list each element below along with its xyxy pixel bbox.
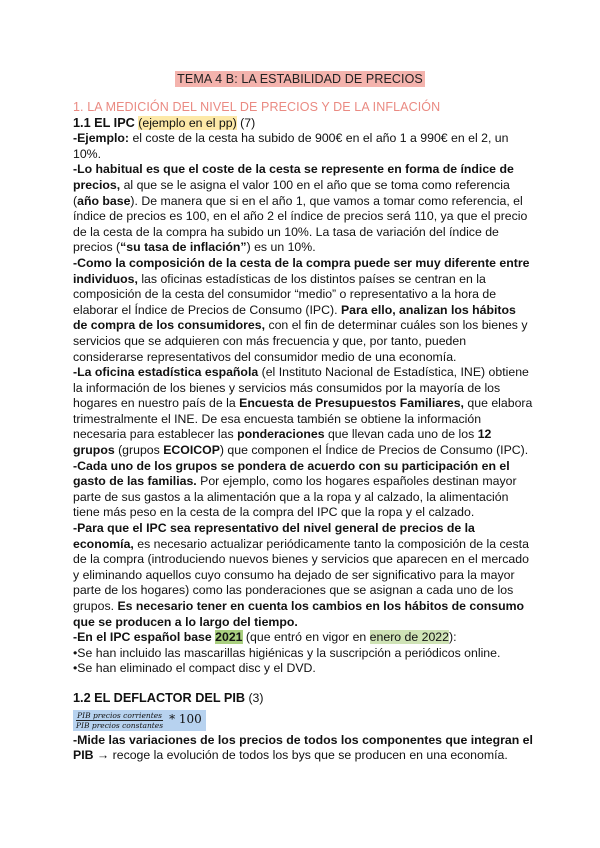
- bullet-item: •Se han incluido las mascarillas higiénicas y la suscripción a periódicos online.: [73, 645, 501, 660]
- paragraph-base-2021: [73, 630, 533, 646]
- paragraph-deflactor: [73, 733, 533, 764]
- paragraph-text: ):: [449, 630, 457, 645]
- bold-text: Encuesta de Presupuestos Familiares,: [239, 396, 464, 411]
- paragraph-text: las oficinas estadísticas de los distintos países se centran en la composición de la cesta del consumidor “medio” o representativo a la hora de elaborar el Índice de Precios de Consumo (IPC).: [73, 271, 497, 317]
- note-highlight: (ejemplo en el pp): [138, 115, 237, 130]
- subsection-ipc-heading: [73, 116, 533, 132]
- bold-text: “su tasa de inflación”: [120, 240, 247, 255]
- item-count: (7): [240, 115, 256, 130]
- paragraph-text: (que entró en vigor en: [242, 630, 370, 645]
- bold-text: -La oficina estadística española: [73, 365, 259, 380]
- paragraph-composicion: [73, 256, 533, 365]
- paragraph-representativo: [73, 521, 533, 630]
- paragraph-grupos: [73, 459, 533, 521]
- date-highlight: enero de 2022: [369, 630, 449, 645]
- paragraph-text: con el fin de determinar cuáles son los bienes y servicios que se adquieren con más frecuencia y que, por tanto, pueden considerarse representativos del consumidor medio de una economía.: [73, 318, 528, 364]
- year-highlight: 2021: [215, 630, 243, 645]
- paragraph-oficina: [73, 365, 533, 459]
- bold-text: ECOICOP: [163, 443, 220, 458]
- paragraph-text: el coste de la cesta ha subido de 900€ en el año 1 a 990€ en el 2, un 10%.: [73, 131, 509, 161]
- section-heading: 1. LA MEDICIÓN DEL NIVEL DE PRECIOS Y DE LA INFLACIÓN: [73, 100, 441, 114]
- paragraph-text: que llevan cada uno de los: [324, 427, 478, 442]
- paragraph-text: Por ejemplo, como los hogares españoles destinan mayor parte de sus gastos a la alimentación que a la ropa y al calzado, la alimentación tiene más peso en la cesta de la compra del IPC que la ropa y el calzado.: [73, 474, 517, 520]
- bold-text: -En el IPC español base: [73, 630, 216, 645]
- paragraph-ejemplo: [73, 131, 533, 162]
- title-wrapper: [0, 70, 600, 88]
- item-count: (3): [248, 690, 264, 705]
- formula-numerator: PIB precios corrientes: [77, 710, 163, 720]
- bold-text: -Mide las variaciones de los precios de todos los componentes que integran el PIB: [73, 732, 533, 763]
- bold-text: Es necesario tener en cuenta los cambios en los hábitos de consumo que se producen a lo largo del tiempo.: [73, 599, 525, 629]
- formula-fraction: [75, 711, 164, 730]
- paragraph-text: (el Instituto Nacional de Estadística, INE) obtiene la información de los bienes y servicios más consumidos por la mayoría de los hogares en nuestro país de la: [73, 365, 529, 411]
- formula-row: [73, 707, 533, 733]
- paragraph-text: es necesario actualizar periódicamente tanto la composición de la cesta de la compra (introduciendo nuevos bienes y servicios que aparecen en el mercado y eliminando aquellos cuyo consumo ha dejado de ser significativo para la mayor parte de los hogares) como las ponderaciones que se asignan a cada uno de los grupos.: [73, 536, 529, 613]
- subsection-title: 1.1 EL IPC: [73, 115, 135, 130]
- bold-text: año base: [77, 193, 131, 208]
- deflator-formula: [73, 710, 206, 731]
- bold-text: 12 grupos: [73, 427, 492, 458]
- paragraph-habitual: [73, 162, 533, 256]
- paragraph-text: que elabora trimestralmente el INE. De esa encuesta también se obtiene la información necesaria para establecer las: [73, 396, 533, 442]
- bold-text: -Lo habitual es que el coste de la cesta se represente en forma de índice de precios,: [73, 162, 514, 192]
- paragraph-text: al que se le asigna el valor 100 en el año que se toma como referencia (: [73, 177, 510, 208]
- formula-operator: * 100: [169, 712, 202, 727]
- bold-text: -Para que el IPC sea representativo del nivel general de precios de la economía,: [73, 521, 475, 551]
- paragraph-text: ). De manera que si en el año 1, que vamos a tomar como referencia, el índice de precios es 100, en el año 2 el índice de precios será 110, ya que el precio de la cesta de la compra ha subido un 10%. La tasa de variación del índice de precios (: [73, 193, 528, 255]
- bold-text: -Cada uno de los grupos se pondera de acuerdo con su participación en el gasto de las familias.: [73, 458, 510, 489]
- bold-text: ponderaciones: [237, 427, 325, 442]
- document-body: [73, 100, 533, 764]
- subsection-deflactor-heading: [73, 691, 533, 707]
- note-text: ejemplo en el pp: [142, 115, 233, 130]
- paragraph-text: (grupos: [114, 443, 164, 458]
- paragraph-text: ) es un 10%.: [246, 240, 316, 255]
- bold-label: -Ejemplo:: [73, 131, 130, 146]
- document-title: TEMA 4 B: LA ESTABILIDAD DE PRECIOS: [177, 72, 423, 86]
- bullet-item: •Se han eliminado el compact disc y el DVD.: [73, 661, 316, 676]
- bold-text: -Como la composición de la cesta de la compra puede ser muy diferente entre individuos,: [73, 255, 530, 286]
- paragraph-text: ) que componen el Índice de Precios de Consumo (IPC).: [219, 443, 529, 458]
- bold-text: Para ello, analizan los hábitos de compra de los consumidores,: [73, 302, 516, 333]
- formula-denominator: PIB precios constantes: [76, 720, 164, 730]
- subsection-title: 1.2 EL DEFLACTOR DEL PIB: [73, 690, 246, 705]
- spacer: [73, 677, 533, 691]
- paragraph-text: → recoge la evolución de todos los bys que se producen en una economía.: [93, 748, 508, 763]
